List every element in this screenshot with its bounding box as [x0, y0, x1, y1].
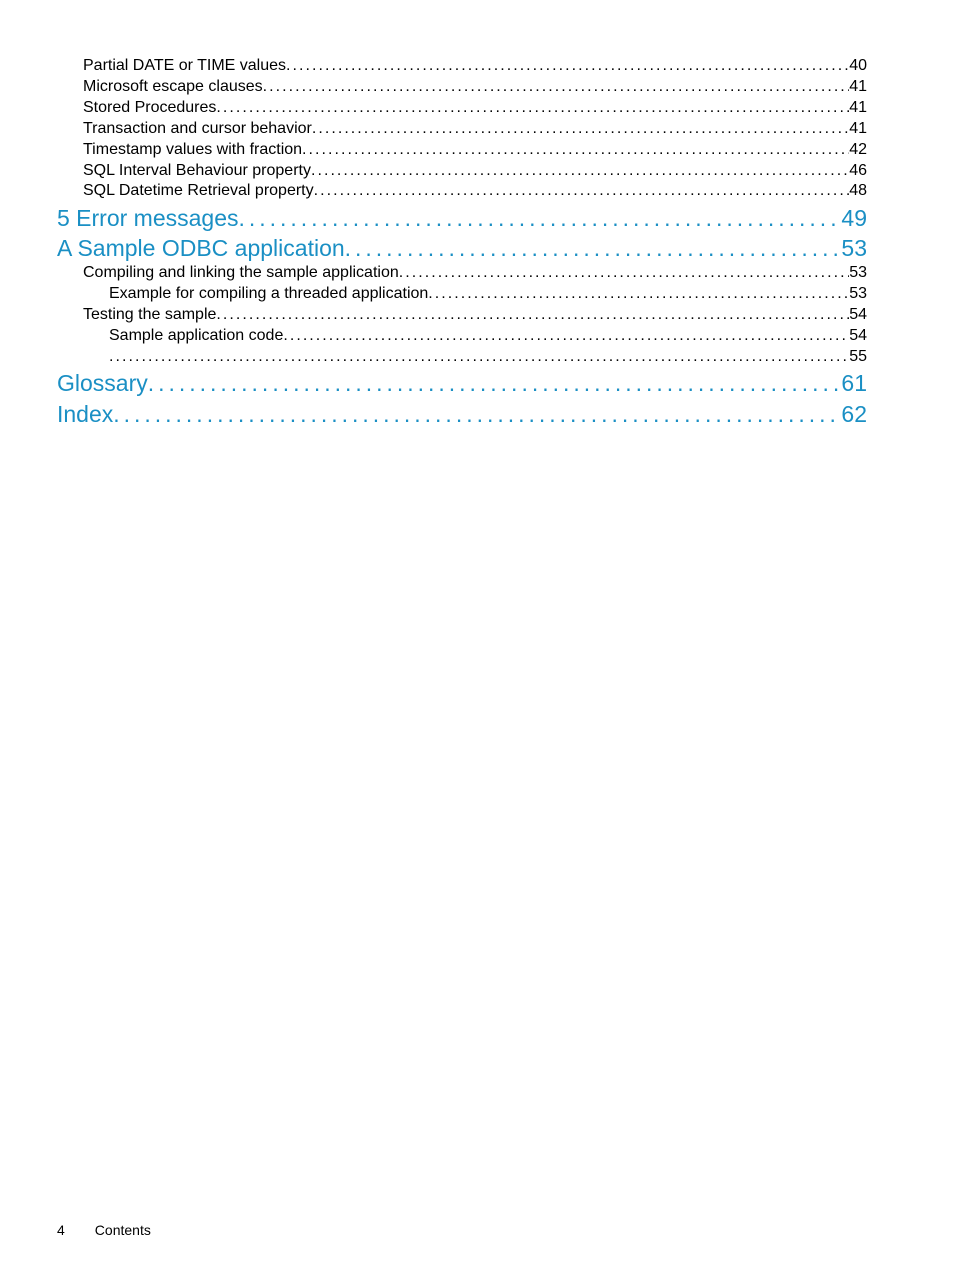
dot-leader: [216, 304, 849, 325]
toc-entry-label: A Sample ODBC application: [57, 235, 345, 261]
toc-entry-page: 61: [841, 370, 867, 396]
toc-entry-sample-code[interactable]: [109, 325, 867, 346]
toc-entry-testing-sample[interactable]: [83, 304, 867, 325]
toc-entry-page: 46: [849, 162, 867, 179]
dot-leader: [312, 118, 849, 139]
dot-leader: [148, 368, 842, 398]
dot-leader: [239, 203, 842, 233]
toc-entry-page: 62: [841, 401, 867, 427]
dot-leader: [345, 233, 842, 263]
toc-entry-label: Glossary: [57, 370, 148, 396]
toc-entry-page: 53: [849, 285, 867, 302]
footer-section-title: Contents: [94, 1222, 151, 1238]
dot-leader: [428, 283, 849, 304]
dot-leader: [399, 262, 849, 283]
toc-entry-label: Testing the sample: [83, 306, 217, 323]
toc-chapter-glossary[interactable]: [57, 368, 867, 398]
page-footer: [57, 1222, 151, 1238]
toc-entry-sql-datetime[interactable]: [83, 180, 867, 201]
toc-entry-label: Partial DATE or TIME values: [83, 57, 287, 74]
toc-entry-page: 53: [841, 235, 867, 261]
toc-entry-compiling-linking[interactable]: [83, 262, 867, 283]
dot-leader: [302, 139, 849, 160]
toc-entry-label: Compiling and linking the sample application: [83, 264, 399, 281]
toc-entry-page: 41: [849, 99, 867, 116]
toc-entry-sql-interval[interactable]: [83, 160, 867, 181]
toc-entry-label: Index: [57, 401, 114, 427]
toc-entry-label: 5 Error messages: [57, 205, 239, 231]
dot-leader: [314, 180, 850, 201]
toc-entry-page: 49: [841, 205, 867, 231]
toc-entry-microsoft-escape[interactable]: [83, 76, 867, 97]
toc-entry-label: Sample application code: [109, 327, 284, 344]
dot-leader: [263, 76, 850, 97]
toc-entry-label: Timestamp values with fraction: [83, 141, 303, 158]
toc-entry-page: 54: [849, 306, 867, 323]
dot-leader: [109, 346, 849, 367]
toc-entry-timestamp-fraction[interactable]: [83, 139, 867, 160]
toc-entry-page: 41: [849, 120, 867, 137]
toc-entry-page: 41: [849, 78, 867, 95]
toc-entry-page: 48: [849, 182, 867, 199]
toc-chapter-sample-odbc[interactable]: [57, 233, 867, 263]
dot-leader: [286, 55, 849, 76]
toc-entry-untitled[interactable]: [109, 346, 867, 367]
toc-entry-label: Example for compiling a threaded application: [109, 285, 429, 302]
dot-leader: [283, 325, 849, 346]
dot-leader: [113, 399, 841, 429]
toc-chapter-index[interactable]: [57, 399, 867, 429]
toc-entry-page: 55: [849, 348, 867, 365]
toc-entry-stored-procedures[interactable]: [83, 97, 867, 118]
toc-entry-partial-date-time[interactable]: [83, 55, 867, 76]
toc-chapter-error-messages[interactable]: [57, 203, 867, 233]
toc-entry-page: 42: [849, 141, 867, 158]
toc-entry-page: 40: [849, 57, 867, 74]
toc-entry-transaction-cursor[interactable]: [83, 118, 867, 139]
dot-leader: [216, 97, 849, 118]
toc-entry-label: SQL Interval Behaviour property: [83, 162, 311, 179]
toc-entry-threaded-example[interactable]: [109, 283, 867, 304]
toc-entry-label: Transaction and cursor behavior: [83, 120, 312, 137]
toc-entry-label: Microsoft escape clauses: [83, 78, 263, 95]
dot-leader: [311, 160, 849, 181]
toc-entry-label: SQL Datetime Retrieval property: [83, 182, 314, 199]
footer-page-number: 4: [57, 1222, 65, 1238]
toc-entry-page: 54: [849, 327, 867, 344]
toc-entry-page: 53: [849, 264, 867, 281]
toc-entry-label: Stored Procedures: [83, 99, 217, 116]
